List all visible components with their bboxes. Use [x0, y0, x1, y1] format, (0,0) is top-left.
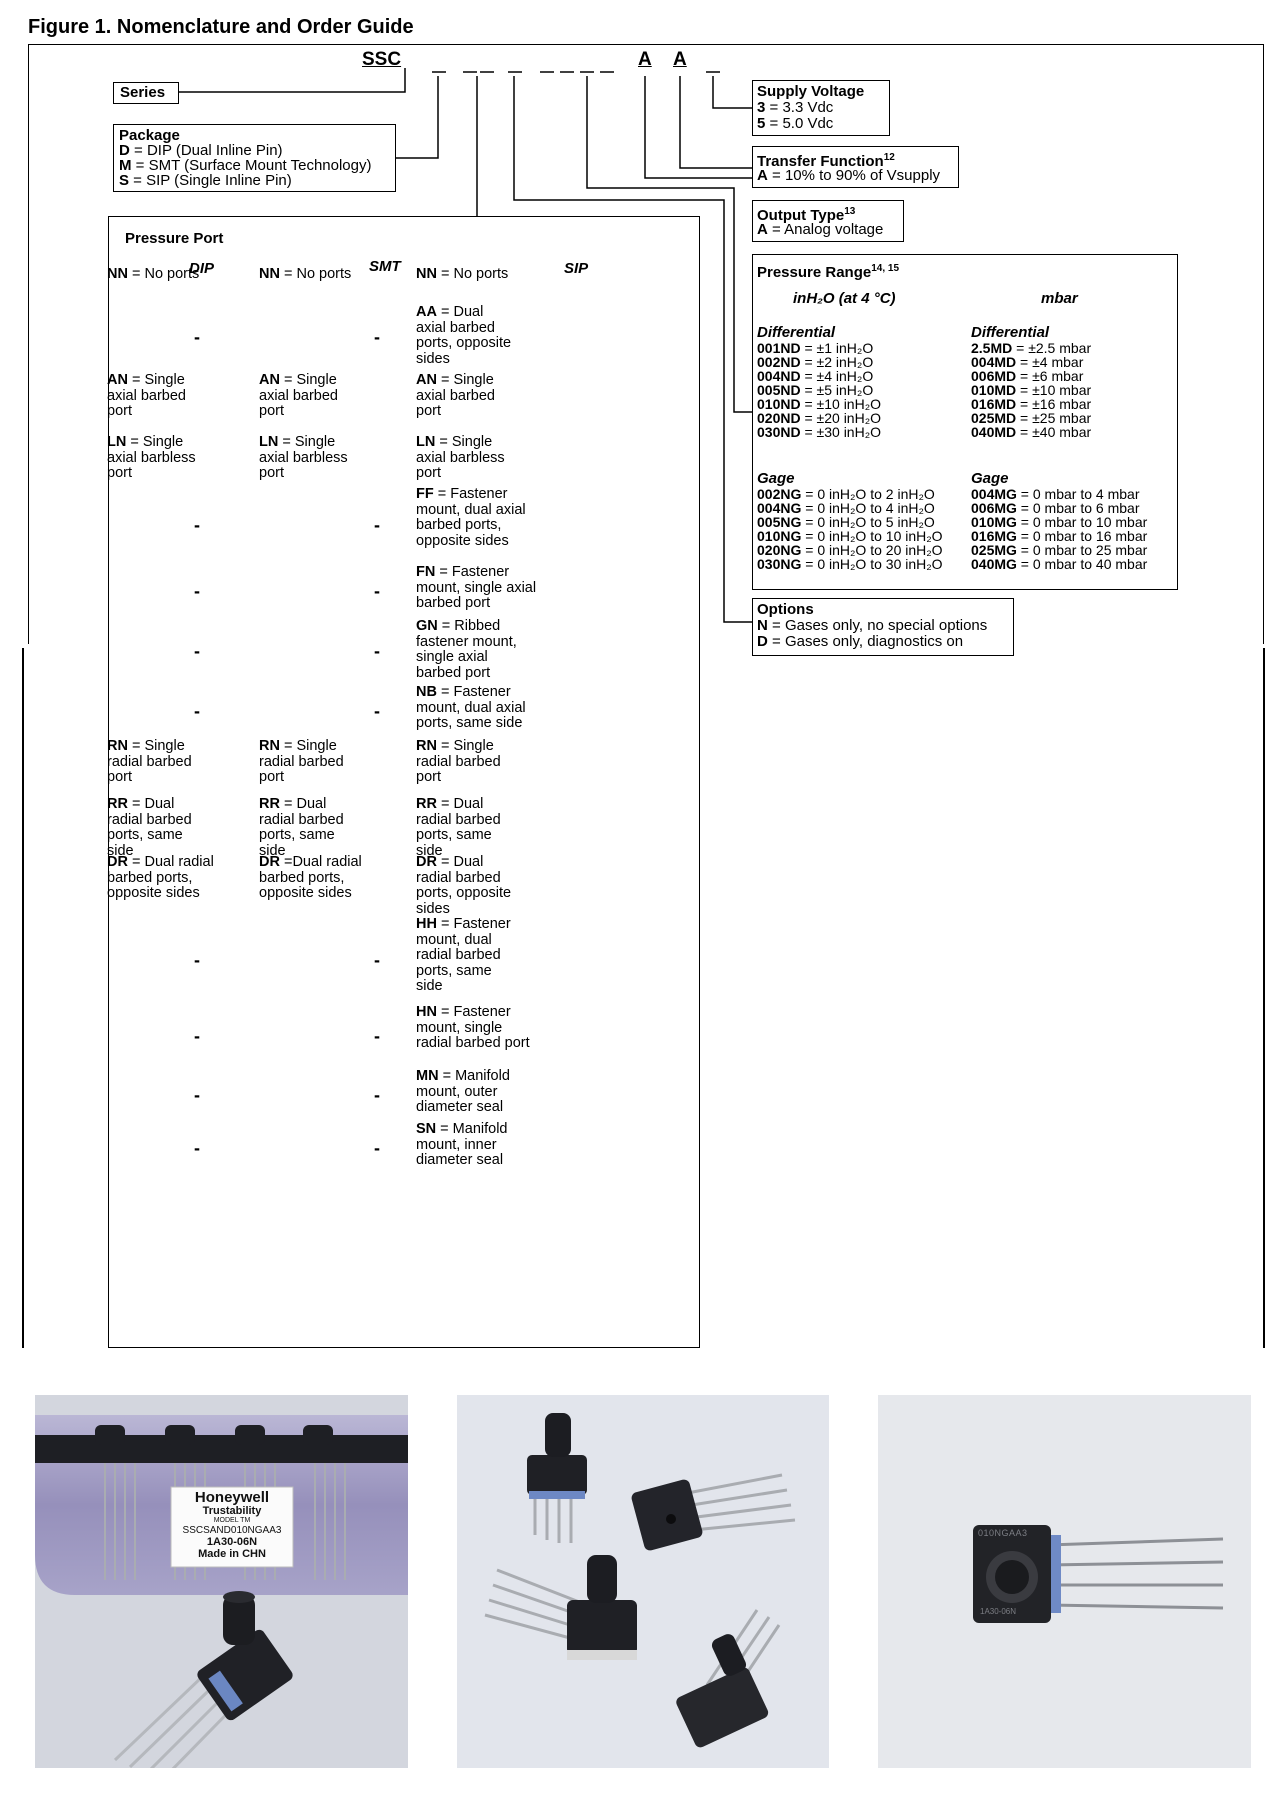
sip-option-ln: LN = Single axial barbless port	[416, 434, 505, 481]
smt-dash: -	[374, 1138, 380, 1158]
smt-option-nn: NN = No ports	[259, 266, 352, 282]
dip-option-dr: DR = Dual radial barbed ports, opposite sides	[107, 854, 214, 901]
package-box	[113, 124, 396, 192]
code-prefix: SSC	[362, 49, 402, 70]
diff-inh2o-row: 004ND = ±4 inH₂O	[757, 368, 874, 384]
col-header-dip: DIP	[189, 260, 215, 277]
pressure-range-col1-header: inH₂O (at 4 °C)	[793, 290, 896, 307]
gage-mbar-row: 010MG = 0 mbar to 10 mbar	[971, 514, 1148, 530]
sticker-line6: Made in CHN	[198, 1548, 266, 1560]
diff-mbar-row: 025MD = ±25 mbar	[971, 410, 1092, 426]
gage-inh2o-row: 004NG = 0 inH₂O to 4 inH₂O	[757, 500, 935, 516]
sip-option-mn: MN = Manifold mount, outer diameter seal	[416, 1068, 510, 1115]
diff-label-inh2o: Differential	[757, 324, 836, 341]
sip-option-hn: HN = Fastener mount, single radial barbed port	[416, 1004, 530, 1051]
gage-mbar-row: 004MG = 0 mbar to 4 mbar	[971, 486, 1140, 502]
smt-dash: -	[374, 1085, 380, 1105]
sip-option-hh: HH = Fastener mount, dual radial barbed ports, same side	[416, 916, 511, 994]
sip-option-rn: RN = Single radial barbed port	[416, 738, 501, 785]
sip-option-fn: FN = Fastener mount, single axial barbed port	[416, 564, 537, 611]
photo-sensor-in-tube	[35, 1395, 408, 1768]
gage-mbar-row: 040MG = 0 mbar to 40 mbar	[971, 556, 1148, 572]
photo1-sticker-text	[171, 1487, 293, 1560]
sticker-line2: Trustability	[202, 1505, 262, 1517]
pressure-port-rows	[109, 217, 699, 1347]
dip-dash: -	[194, 515, 200, 535]
frame-right-lower	[1263, 648, 1265, 1348]
smt-dash: -	[374, 515, 380, 535]
sip-option-dr: DR = Dual radial barbed ports, opposite sides	[416, 854, 512, 917]
photo-four-sensors	[457, 1395, 829, 1768]
smt-dash: -	[374, 581, 380, 601]
sticker-line5: 1A30-06N	[206, 1536, 258, 1548]
sip-option-ff: FF = Fastener mount, dual axial barbed ports, opposite sides	[416, 486, 526, 549]
code-letter-a2: A	[673, 49, 687, 70]
diff-mbar-row: 040MD = ±40 mbar	[971, 424, 1092, 440]
dip-dash: -	[194, 1138, 200, 1158]
smt-option-an: AN = Single axial barbed port	[259, 372, 338, 419]
sip-option-nb: NB = Fastener mount, dual axial ports, same side	[416, 684, 526, 731]
smt-option-dr: DR =Dual radial barbed ports, opposite sides	[259, 854, 362, 901]
diff-mbar-row: 010MD = ±10 mbar	[971, 382, 1092, 398]
supply-voltage-item-5: 5 = 5.0 Vdc	[757, 115, 834, 132]
options-title: Options	[757, 601, 814, 618]
gage-inh2o-row: 010NG = 0 inH₂O to 10 inH₂O	[757, 528, 943, 544]
diff-inh2o-row: 001ND = ±1 inH₂O	[757, 340, 874, 356]
output-type-item: A = Analog voltage	[757, 221, 884, 238]
smt-option-rn: RN = Single radial barbed port	[259, 738, 344, 785]
gage-label-mbar: Gage	[971, 470, 1009, 487]
transfer-function-box	[752, 146, 959, 188]
gage-label-inh2o: Gage	[757, 470, 795, 487]
dip-option-rr: RR = Dual radial barbed ports, same side	[107, 796, 192, 859]
dip-dash: -	[194, 1026, 200, 1046]
code-letter-a1: A	[638, 49, 652, 70]
smt-dash: -	[374, 641, 380, 661]
sticker-line3: MODEL TM	[213, 1517, 251, 1524]
transfer-function-item: A = 10% to 90% of Vsupply	[757, 167, 941, 184]
pressure-range-box	[752, 254, 1178, 590]
dip-option-nn: NN = No ports	[107, 266, 200, 282]
dip-dash: -	[194, 950, 200, 970]
sip-option-sn: SN = Manifold mount, inner diameter seal	[416, 1121, 508, 1168]
diff-inh2o-row: 010ND = ±10 inH₂O	[757, 396, 882, 412]
smt-dash: -	[374, 701, 380, 721]
diff-inh2o-row: 005ND = ±5 inH₂O	[757, 382, 874, 398]
gage-inh2o-row: 005NG = 0 inH₂O to 5 inH₂O	[757, 514, 935, 530]
sip-option-rr: RR = Dual radial barbed ports, same side	[416, 796, 501, 859]
sip-option-an: AN = Single axial barbed port	[416, 372, 495, 419]
photo3-svg	[878, 1395, 1251, 1768]
sip-option-gn: GN = Ribbed fastener mount, single axial barbed port	[416, 618, 517, 681]
diff-mbar-row: 016MD = ±16 mbar	[971, 396, 1092, 412]
sip-option-nn: NN = No ports	[416, 266, 509, 282]
diff-mbar-row: 004MD = ±4 mbar	[971, 354, 1084, 370]
diff-inh2o-row: 020ND = ±20 inH₂O	[757, 410, 882, 426]
photo-sensor-closeup	[878, 1395, 1251, 1768]
dip-dash: -	[194, 327, 200, 347]
dip-dash: -	[194, 581, 200, 601]
transfer-function-title: Transfer Function$^{12}$	[757, 152, 895, 170]
gage-inh2o-row: 020NG = 0 inH₂O to 20 inH₂O	[757, 542, 943, 558]
smt-dash: -	[374, 327, 380, 347]
package-item-m: M = SMT (Surface Mount Technology)	[119, 157, 372, 174]
frame-left-lower	[22, 648, 24, 1348]
pressure-range-title: Pressure Range$^{14, 15}$	[757, 263, 900, 281]
smt-dash: -	[374, 950, 380, 970]
supply-voltage-item-3: 3 = 3.3 Vdc	[757, 99, 834, 116]
pressure-port-box	[108, 216, 700, 1348]
dip-option-ln: LN = Single axial barbless port	[107, 434, 196, 481]
options-item-d: D = Gases only, diagnostics on	[757, 633, 964, 650]
gage-inh2o-row: 030NG = 0 inH₂O to 30 inH₂O	[757, 556, 943, 572]
sip-option-aa: AA = Dual axial barbed ports, opposite sides	[416, 304, 512, 367]
diff-mbar-row: 006MD = ±6 mbar	[971, 368, 1084, 384]
output-type-box	[752, 200, 904, 242]
col-header-sip: SIP	[564, 260, 589, 277]
photo3-part-text: 010NGAA3	[978, 1528, 1028, 1538]
photo3-lot-text: 1A30-06N	[980, 1607, 1017, 1616]
photo1-svg	[35, 1395, 408, 1768]
smt-dash: -	[374, 1026, 380, 1046]
package-item-d: D = DIP (Dual Inline Pin)	[119, 142, 283, 159]
photo2-svg	[457, 1395, 829, 1768]
options-box	[752, 598, 1014, 656]
gage-inh2o-row: 002NG = 0 inH₂O to 2 inH₂O	[757, 486, 935, 502]
dip-dash: -	[194, 641, 200, 661]
dip-dash: -	[194, 1085, 200, 1105]
smt-option-ln: LN = Single axial barbless port	[259, 434, 348, 481]
sticker-line4: SSCSAND010NGAA3	[182, 1525, 282, 1536]
smt-option-rr: RR = Dual radial barbed ports, same side	[259, 796, 344, 859]
figure-title: Figure 1. Nomenclature and Order Guide	[28, 16, 414, 38]
diff-inh2o-row: 002ND = ±2 inH₂O	[757, 354, 874, 370]
package-item-s: S = SIP (Single Inline Pin)	[119, 172, 292, 189]
options-item-n: N = Gases only, no special options	[757, 617, 988, 634]
output-type-title: Output Type$^{13}$	[757, 206, 856, 224]
gage-mbar-row: 016MG = 0 mbar to 16 mbar	[971, 528, 1148, 544]
series-box	[113, 82, 179, 104]
diff-label-mbar: Differential	[971, 324, 1050, 341]
diff-mbar-row: 2.5MD = ±2.5 mbar	[971, 340, 1092, 356]
gage-mbar-row: 006MG = 0 mbar to 6 mbar	[971, 500, 1140, 516]
package-title: Package	[119, 127, 180, 144]
pressure-range-col2-header: mbar	[1041, 290, 1078, 307]
dip-option-rn: RN = Single radial barbed port	[107, 738, 192, 785]
supply-voltage-title: Supply Voltage	[757, 83, 865, 100]
diff-inh2o-row: 030ND = ±30 inH₂O	[757, 424, 882, 440]
gage-mbar-row: 025MG = 0 mbar to 25 mbar	[971, 542, 1148, 558]
dip-dash: -	[194, 701, 200, 721]
pressure-port-title: Pressure Port	[125, 230, 224, 247]
series-title: Series	[120, 84, 166, 101]
dip-option-an: AN = Single axial barbed port	[107, 372, 186, 419]
col-header-smt: SMT	[369, 258, 401, 275]
supply-voltage-box	[752, 80, 890, 136]
sticker-brand: Honeywell	[194, 1489, 270, 1506]
